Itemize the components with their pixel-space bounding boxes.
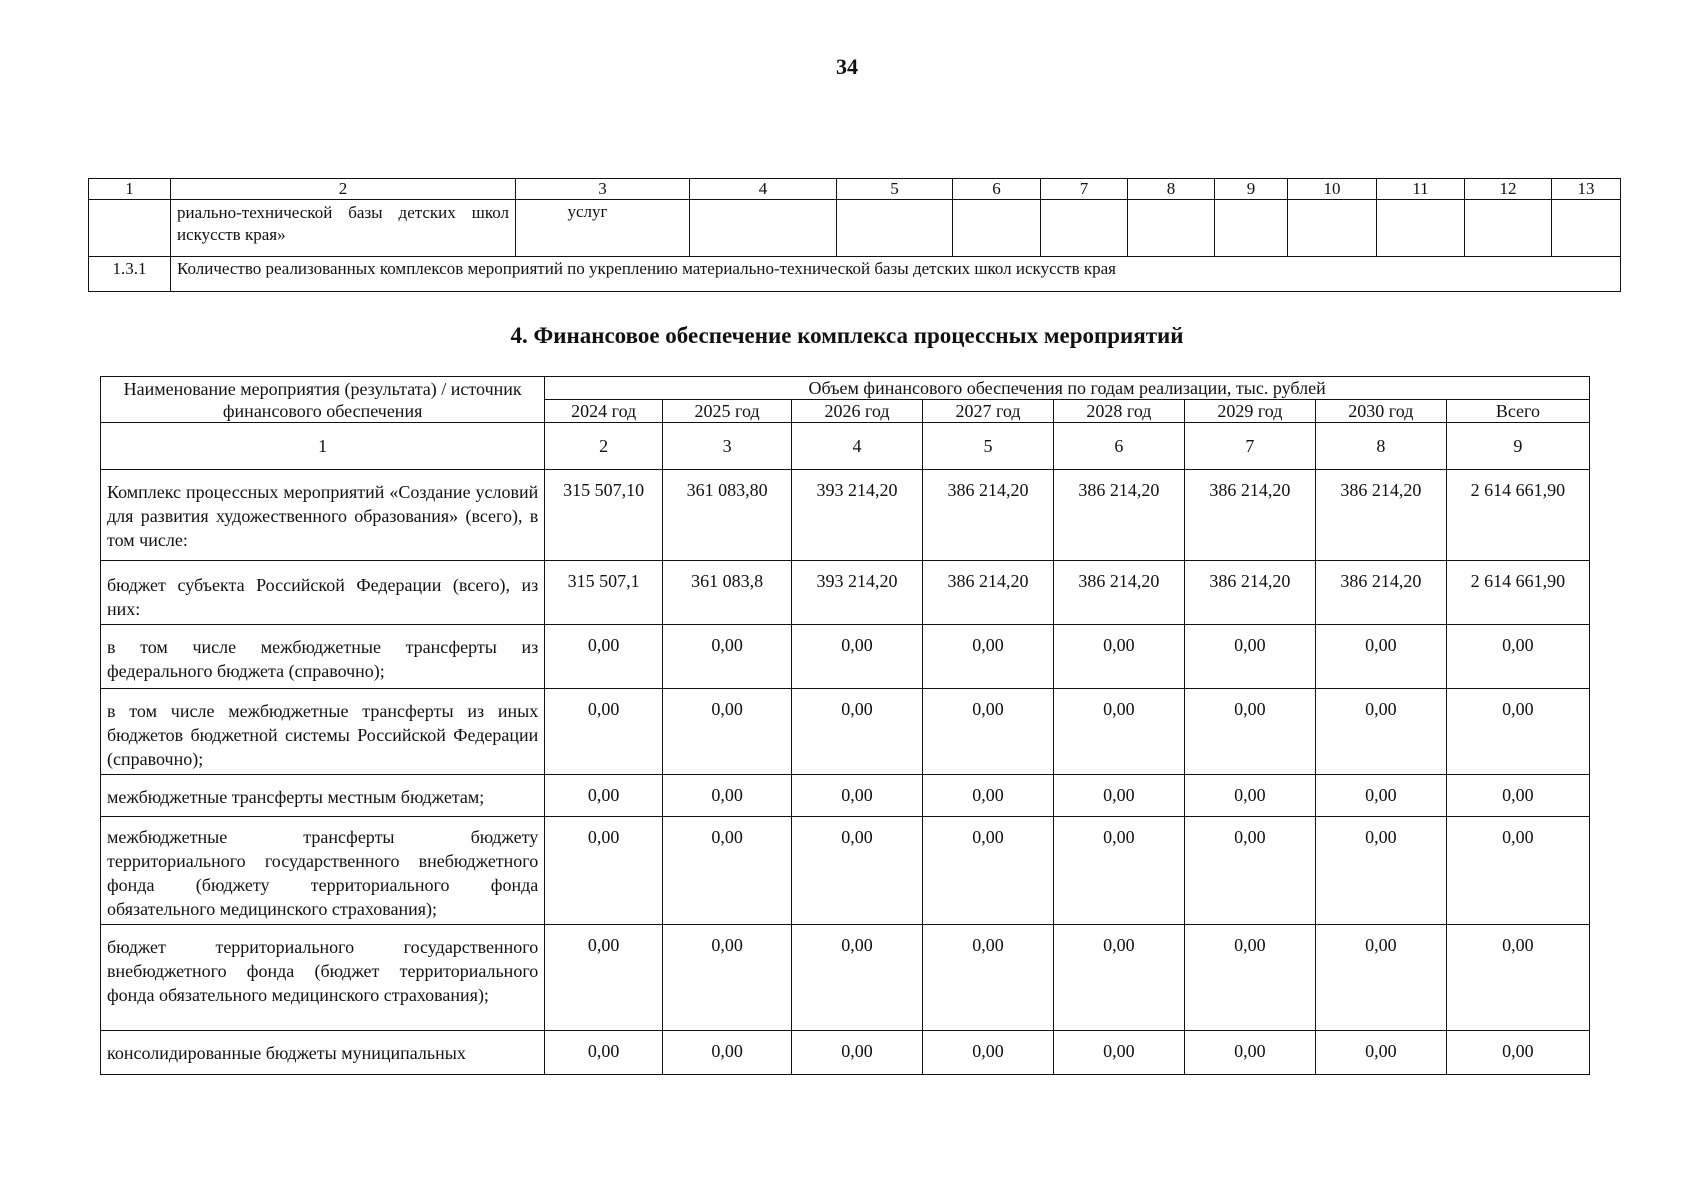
column-number: 8 — [1128, 179, 1215, 200]
table-row — [89, 200, 1621, 257]
year-value-cell: 0,00 — [792, 625, 923, 689]
name-header: Наименование мероприятия (результата) / источник финансового обеспечения — [101, 377, 545, 423]
year-value-cell: 0,00 — [545, 817, 663, 925]
total-value-cell: 0,00 — [1446, 925, 1589, 1031]
year-value-cell: 0,00 — [923, 925, 1054, 1031]
column-number: 4 — [792, 423, 923, 470]
table-row — [101, 625, 1590, 689]
funding-source-cell: Комплекс процессных мероприятий «Создание условий для развития художественного образования» (всего), в том числе: — [101, 470, 545, 561]
year-value-cell: 0,00 — [1184, 775, 1315, 817]
year-value-cell: 361 083,80 — [663, 470, 792, 561]
column-number: 6 — [953, 179, 1041, 200]
year-value-cell: 0,00 — [923, 625, 1054, 689]
year-value-cell: 0,00 — [1184, 925, 1315, 1031]
year-value-cell: 0,00 — [663, 625, 792, 689]
year-header: 2027 год — [923, 400, 1054, 423]
year-value-cell: 0,00 — [792, 1031, 923, 1075]
empty-cell — [837, 200, 953, 257]
empty-cell — [1215, 200, 1288, 257]
table-row — [101, 817, 1590, 925]
indicators-table-continuation — [88, 178, 1621, 292]
table-row — [101, 775, 1590, 817]
total-value-cell: 0,00 — [1446, 775, 1589, 817]
year-value-cell: 0,00 — [663, 775, 792, 817]
column-number: 9 — [1215, 179, 1288, 200]
table-row — [101, 561, 1590, 625]
year-header: 2024 год — [545, 400, 663, 423]
year-value-cell: 0,00 — [923, 817, 1054, 925]
year-header: 2025 год — [663, 400, 792, 423]
year-value-cell: 0,00 — [663, 689, 792, 775]
year-value-cell: 0,00 — [923, 689, 1054, 775]
year-value-cell: 0,00 — [663, 817, 792, 925]
column-number: 4 — [690, 179, 837, 200]
year-value-cell: 0,00 — [545, 625, 663, 689]
column-number: 3 — [663, 423, 792, 470]
empty-cell — [1552, 200, 1621, 257]
column-number: 12 — [1465, 179, 1552, 200]
year-value-cell: 0,00 — [663, 1031, 792, 1075]
finance-table — [100, 376, 1590, 1075]
column-number: 10 — [1288, 179, 1377, 200]
year-value-cell: 386 214,20 — [1184, 561, 1315, 625]
year-value-cell: 0,00 — [1184, 817, 1315, 925]
year-header: 2026 год — [792, 400, 923, 423]
year-value-cell: 0,00 — [1315, 817, 1446, 925]
column-number: 6 — [1053, 423, 1184, 470]
total-header: Всего — [1446, 400, 1589, 423]
year-value-cell: 0,00 — [1315, 689, 1446, 775]
column-number: 5 — [923, 423, 1054, 470]
table-row — [101, 925, 1590, 1031]
funding-source-cell: межбюджетные трансферты бюджету территориального государственного внебюджетного фонда (бюджету территориального фонда обязательного медицинского страхования); — [101, 817, 545, 925]
year-value-cell: 0,00 — [1053, 689, 1184, 775]
total-value-cell: 2 614 661,90 — [1446, 561, 1589, 625]
year-value-cell: 361 083,8 — [663, 561, 792, 625]
year-value-cell: 393 214,20 — [792, 470, 923, 561]
year-value-cell: 0,00 — [792, 689, 923, 775]
year-value-cell: 0,00 — [545, 775, 663, 817]
column-number-row — [101, 423, 1590, 470]
empty-cell — [690, 200, 837, 257]
year-value-cell: 0,00 — [923, 1031, 1054, 1075]
year-value-cell: 0,00 — [1315, 925, 1446, 1031]
empty-cell — [953, 200, 1041, 257]
column-number: 7 — [1041, 179, 1128, 200]
indicator-name-cell: риально-технической базы детских школ искусств края» — [171, 200, 516, 257]
column-number: 9 — [1446, 423, 1589, 470]
column-number: 5 — [837, 179, 953, 200]
year-value-cell: 0,00 — [1053, 925, 1184, 1031]
year-value-cell: 0,00 — [923, 775, 1054, 817]
year-value-cell: 0,00 — [1184, 1031, 1315, 1075]
total-value-cell: 0,00 — [1446, 625, 1589, 689]
funding-source-cell: межбюджетные трансферты местным бюджетам; — [101, 775, 545, 817]
year-value-cell: 0,00 — [1315, 775, 1446, 817]
row-number-cell — [89, 200, 171, 257]
year-value-cell: 0,00 — [792, 775, 923, 817]
empty-cell — [1128, 200, 1215, 257]
year-header: 2028 год — [1053, 400, 1184, 423]
funding-source-cell: в том числе межбюджетные трансферты из федерального бюджета (справочно); — [101, 625, 545, 689]
funding-source-cell: в том числе межбюджетные трансферты из иных бюджетов бюджетной системы Российской Федерации (справочно); — [101, 689, 545, 775]
year-value-cell: 0,00 — [1184, 625, 1315, 689]
column-number: 1 — [89, 179, 171, 200]
year-value-cell: 0,00 — [1053, 625, 1184, 689]
column-number: 7 — [1184, 423, 1315, 470]
column-number: 2 — [545, 423, 663, 470]
funding-source-cell: бюджет территориального государственного внебюджетного фонда (бюджет территориального фонда обязательного медицинского страхования); — [101, 925, 545, 1031]
header-row — [101, 377, 1590, 400]
year-value-cell: 0,00 — [1315, 1031, 1446, 1075]
total-value-cell: 2 614 661,90 — [1446, 470, 1589, 561]
year-value-cell: 386 214,20 — [923, 561, 1054, 625]
year-value-cell: 0,00 — [1053, 1031, 1184, 1075]
total-value-cell: 0,00 — [1446, 1031, 1589, 1075]
year-value-cell: 0,00 — [545, 689, 663, 775]
indicator-name-cell: Количество реализованных комплексов мероприятий по укреплению материально-технической базы детских школ искусств края — [171, 257, 1621, 292]
year-header: 2029 год — [1184, 400, 1315, 423]
total-value-cell: 0,00 — [1446, 817, 1589, 925]
column-number-row — [89, 179, 1621, 200]
empty-cell — [1377, 200, 1465, 257]
table-row — [101, 689, 1590, 775]
year-value-cell: 386 214,20 — [1053, 470, 1184, 561]
column-number: 11 — [1377, 179, 1465, 200]
year-value-cell: 393 214,20 — [792, 561, 923, 625]
empty-cell — [1041, 200, 1128, 257]
column-number: 2 — [171, 179, 516, 200]
volume-header: Объем финансового обеспечения по годам реализации, тыс. рублей — [545, 377, 1590, 400]
year-value-cell: 0,00 — [792, 925, 923, 1031]
total-value-cell: 0,00 — [1446, 689, 1589, 775]
funding-source-cell: бюджет субъекта Российской Федерации (всего), из них: — [101, 561, 545, 625]
year-value-cell: 0,00 — [545, 1031, 663, 1075]
year-value-cell: 315 507,1 — [545, 561, 663, 625]
table-row — [101, 470, 1590, 561]
empty-cell — [1288, 200, 1377, 257]
column-number: 8 — [1315, 423, 1446, 470]
column-number: 13 — [1552, 179, 1621, 200]
row-number-cell: 1.3.1 — [89, 257, 171, 292]
year-header: 2030 год — [1315, 400, 1446, 423]
year-value-cell: 315 507,10 — [545, 470, 663, 561]
year-value-cell: 386 214,20 — [1184, 470, 1315, 561]
year-value-cell: 0,00 — [1184, 689, 1315, 775]
year-value-cell: 0,00 — [545, 925, 663, 1031]
funding-source-cell: консолидированные бюджеты муниципальных — [101, 1031, 545, 1075]
empty-cell — [1465, 200, 1552, 257]
column-number: 3 — [516, 179, 690, 200]
year-value-cell: 0,00 — [792, 817, 923, 925]
table-row — [89, 257, 1621, 292]
page-number: 34 — [836, 54, 858, 79]
year-value-cell: 0,00 — [1053, 817, 1184, 925]
year-value-cell: 0,00 — [663, 925, 792, 1031]
year-value-cell: 0,00 — [1315, 625, 1446, 689]
section-title: 4. Финансовое обеспечение комплекса процессных мероприятий — [510, 323, 1184, 348]
table-row — [101, 1031, 1590, 1075]
column-number: 1 — [101, 423, 545, 470]
year-value-cell: 0,00 — [1053, 775, 1184, 817]
year-value-cell: 386 214,20 — [1315, 470, 1446, 561]
unit-cell: услуг — [516, 200, 690, 257]
year-value-cell: 386 214,20 — [1315, 561, 1446, 625]
year-value-cell: 386 214,20 — [923, 470, 1054, 561]
year-value-cell: 386 214,20 — [1053, 561, 1184, 625]
